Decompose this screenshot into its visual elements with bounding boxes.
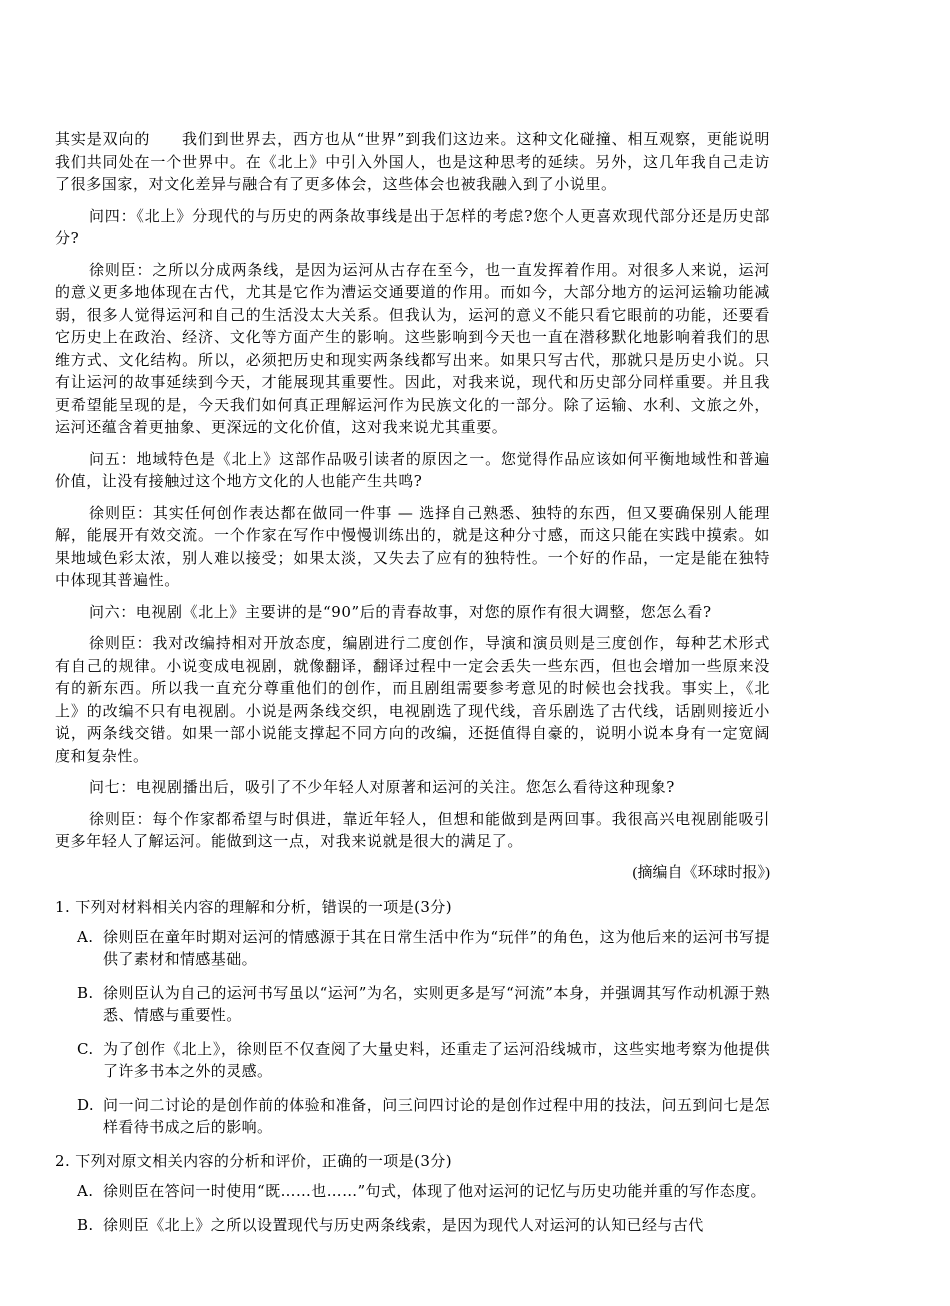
paragraph-intro: 其实是双向的 我们到世界去，西方也从“世界”到我们这边来。这种文化碰撞、相互观察，更能说明我们共同处在一个世界中。在《北上》中引入外国人，也是这种思考的延续。另外，这几年我自己走访了很多国家，对文化差异与融合有了更多体会，这些体会也被我融入到了小说里。 (55, 130, 770, 193)
question-text: 下列对原文相关内容的分析和评价，正确的一项是(3分) (75, 1151, 452, 1170)
source-citation: (摘编自《环球时报》) (632, 864, 770, 881)
option-text: 徐则臣在童年时期对运河的情感源于其在日常生活中作为“玩伴”的角色，这为他后来的运河书写提供了素材和情感基础。 (103, 927, 770, 968)
answer-seven: 徐则臣：每个作家都希望与时俱进，靠近年轻人，但想和能做到是两回事。我很高兴电视剧能吸引更多年轻人了解运河。能做到这一点，对我来说就是很大的满足了。 (55, 809, 770, 850)
option-a (55, 926, 770, 970)
question-number: 1. (55, 897, 71, 916)
question-six: 问六：电视剧《北上》主要讲的是“90”后的青春故事，对您的原作有很大调整，您怎么看? (89, 602, 712, 621)
exam-question-1 (55, 896, 770, 1138)
option-letter: A. (77, 1181, 94, 1200)
question-stem (55, 1150, 770, 1172)
question-four: 问四：《北上》分现代的与历史的两条故事线是出于怎样的考虑?您个人更喜欢现代部分还是历史部分? (55, 206, 770, 247)
option-text: 为了创作《北上》，徐则臣不仅查阅了大量史料，还重走了运河沿线城市，这些实地考察为他提供了许多书本之外的灵感。 (103, 1039, 770, 1080)
answer-five: 徐则臣：其实任何创作表达都在做同一件事 — 选择自己熟悉、独特的东西，但又要确保别人能理解，能展开有效交流。一个作家在写作中慢慢训练出的，就是这种分寸感，而这只能在实践中摸索。如果地域色彩太浓，别人难以接受；如果太淡，又失去了应有的独特性。一个好的作品，一定是能在独特中体现其普遍性。 (55, 503, 770, 589)
answer-four: 徐则臣：之所以分成两条线，是因为运河从古存在至今，也一直发挥着作用。对很多人来说，运河的意义更多地体现在古代，尤其是它作为漕运交通要道的作用。而如今，大部分地方的运河运输功能减弱，很多人觉得运河和自己的生活没太大关系。但我认为，运河的意义不能只看它眼前的功能，还要看它历史上在政治、经济、文化等方面产生的影响。这些影响到今天也一直在潜移默化地影响着我们的思维方式、文化结构。所以，必须把历史和现实两条线都写出来。如果只写古代，那就只是历史小说。只有让运河的故事延续到今天，才能展现其重要性。因此，对我来说，现代和历史部分同样重要。并且我更希望能呈现的是，今天我们如何真正理解运河作为民族文化的一部分。除了运输、水利、文旅之外，运河还蕴含着更抽象、更深远的文化价值，这对我来说尤其重要。 (55, 260, 770, 436)
exam-question-2 (55, 1150, 770, 1236)
option-letter: C. (77, 1039, 94, 1058)
option-text: 徐则臣认为自己的运河书写虽以“运河”为名，实则更多是写“河流”本身，并强调其写作动机源于熟悉、情感与重要性。 (103, 983, 770, 1024)
answer-six: 徐则臣：我对改编持相对开放态度，编剧进行二度创作，导演和演员则是三度创作，每种艺术形式有自己的规律。小说变成电视剧，就像翻译，翻译过程中一定会丢失一些东西，但也会增加一些原来没有的新东西。所以我一直充分尊重他们的创作，而且剧组需要参考意见的时候也会找我。事实上，《北上》的改编不只有电视剧。小说是两条线交织，电视剧选了现代线，音乐剧选了古代线，话剧则接近小说，两条线交错。如果一部小说能支撑起不同方向的改编，还挺值得自豪的，说明小说本身有一定宽阔度和复杂性。 (55, 634, 770, 765)
option-letter: A. (77, 927, 94, 946)
option-letter: B. (77, 983, 94, 1002)
option-text: 徐则臣在答问一时使用“既……也……”句式，体现了他对运河的记忆与历史功能并重的写作态度。 (103, 1181, 766, 1200)
option-letter: B. (77, 1215, 94, 1234)
option-c (55, 1038, 770, 1082)
option-text: 问一问二讨论的是创作前的体验和准备，问三问四讨论的是创作过程中用的技法，问五到问七是怎样看待书成之后的影响。 (103, 1095, 770, 1136)
document-page (55, 128, 770, 1248)
option-b (55, 982, 770, 1026)
option-a (55, 1180, 770, 1202)
option-b (55, 1214, 770, 1236)
question-stem (55, 896, 770, 918)
question-number: 2. (55, 1151, 71, 1170)
option-letter: D. (77, 1095, 95, 1114)
option-d (55, 1094, 770, 1138)
question-five: 问五：地域特色是《北上》这部作品吸引读者的原因之一。您觉得作品应该如何平衡地域性和普遍价值，让没有接触过这个地方文化的人也能产生共鸣? (55, 449, 770, 490)
question-seven: 问七：电视剧播出后，吸引了不少年轻人对原著和运河的关注。您怎么看待这种现象? (89, 778, 675, 796)
option-text: 徐则臣《北上》之所以设置现代与历史两条线索，是因为现代人对运河的认知已经与古代 (103, 1215, 704, 1234)
question-text: 下列对材料相关内容的理解和分析，错误的一项是(3分) (75, 897, 452, 916)
